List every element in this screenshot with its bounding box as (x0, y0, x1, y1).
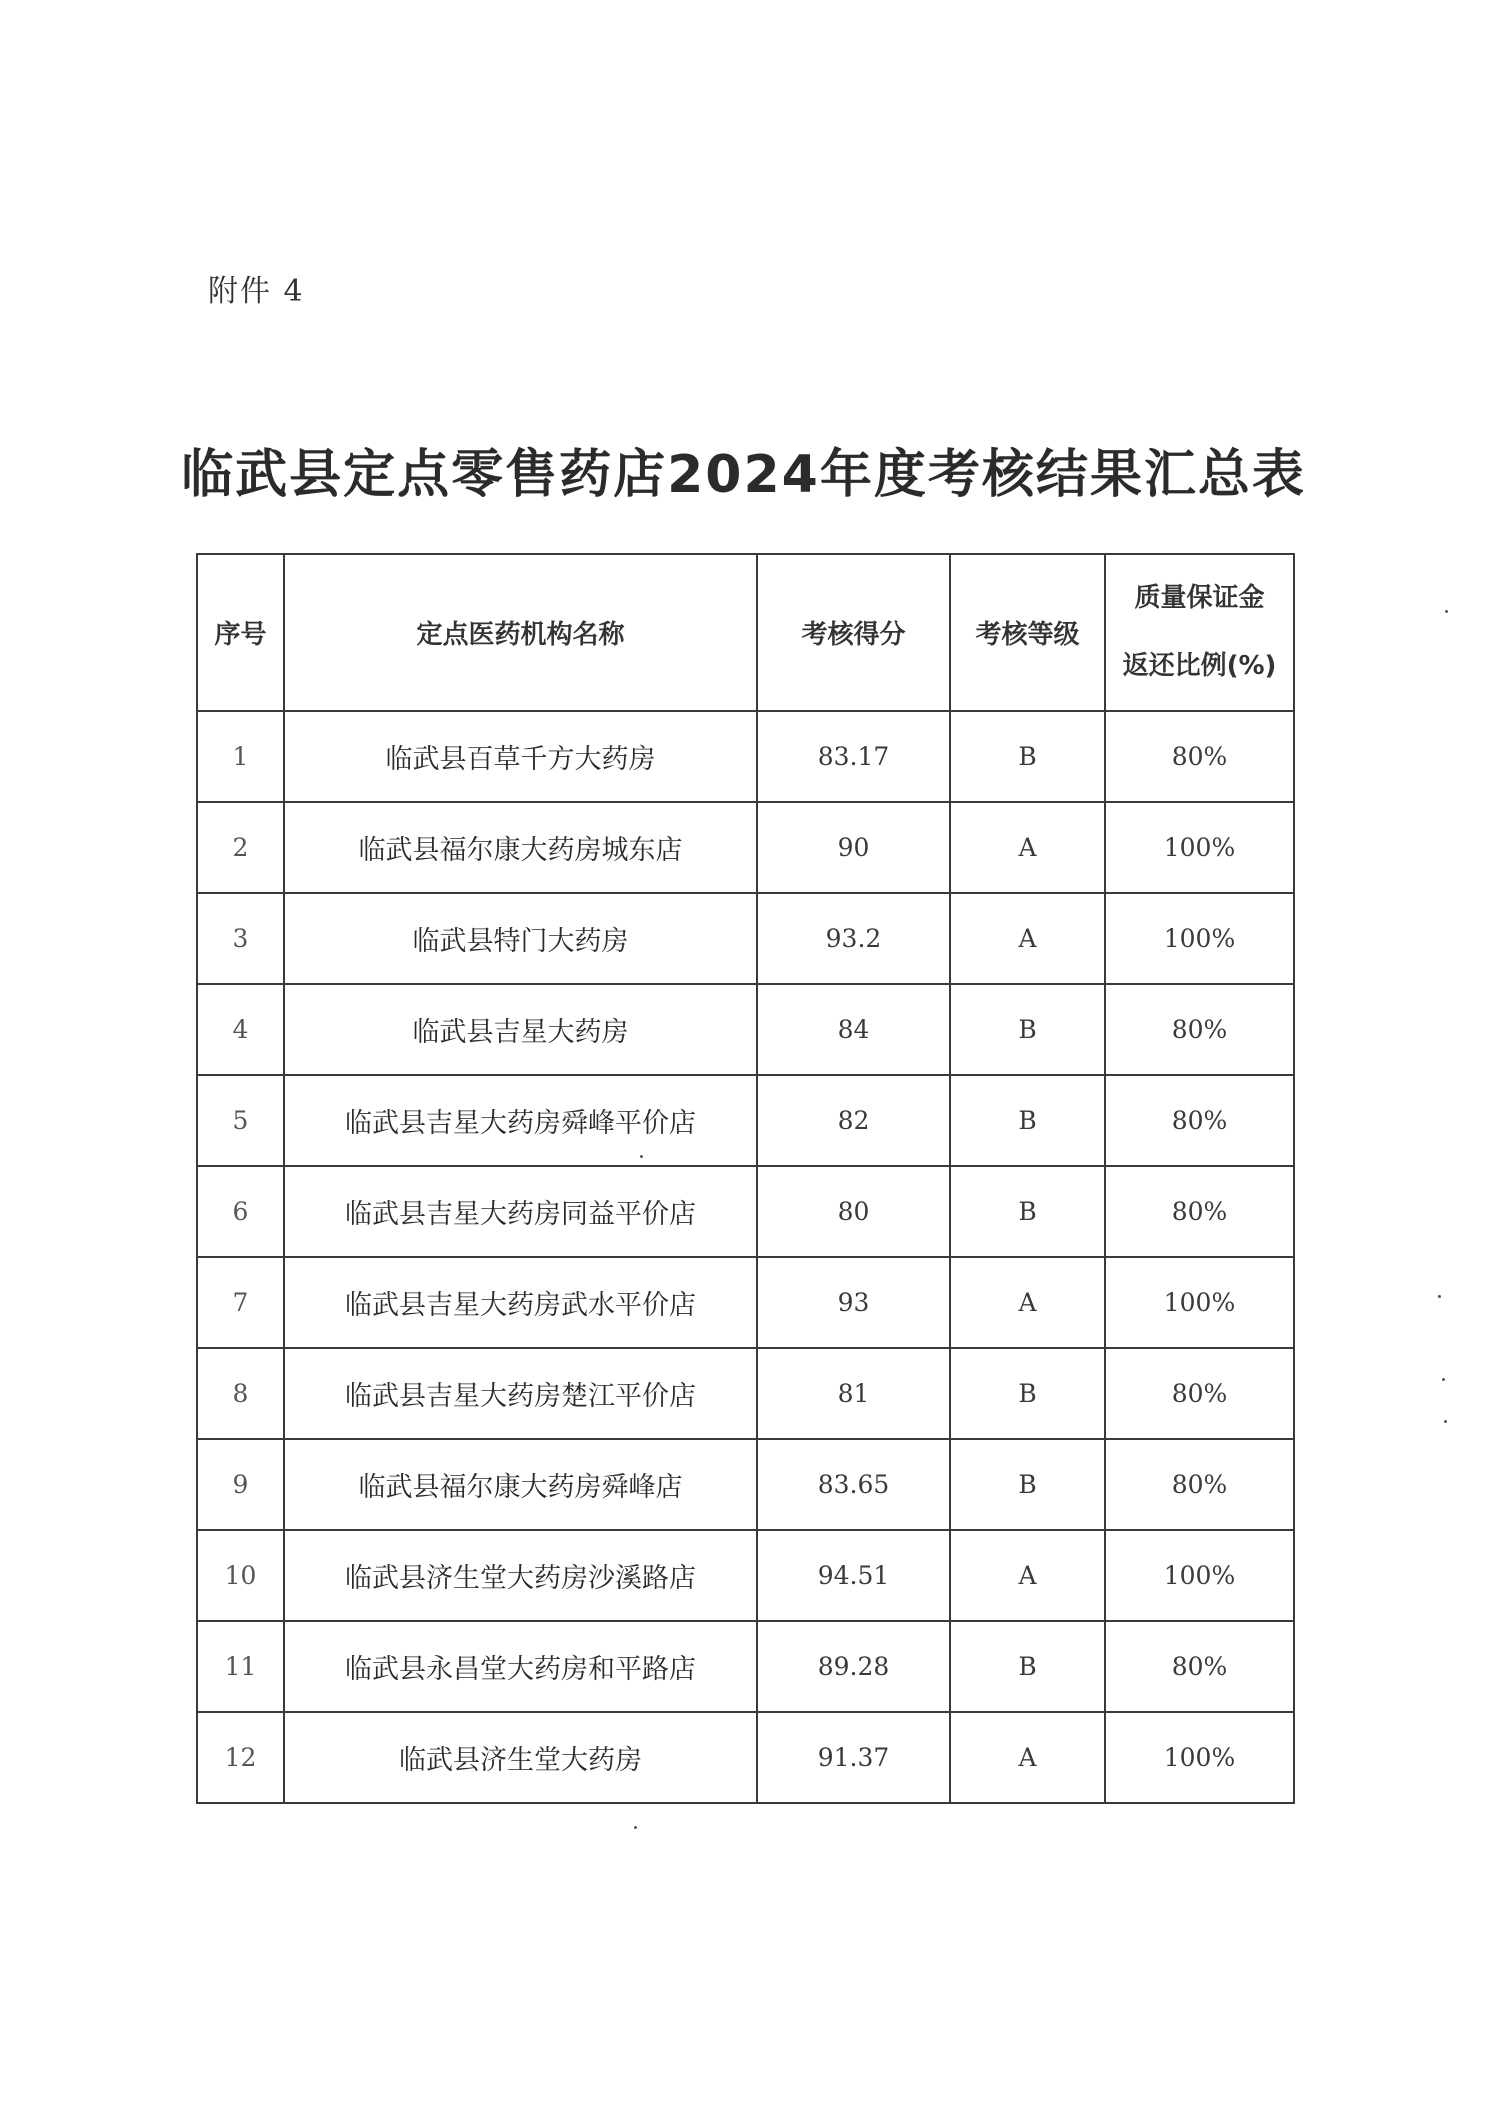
scan-speck (634, 1826, 637, 1829)
scan-speck (1444, 1420, 1447, 1423)
header-deposit-refund-ratio (1105, 554, 1294, 711)
row-score: 83.65 (757, 1439, 950, 1530)
row-refund-ratio: 80% (1105, 1348, 1294, 1439)
row-score: 93.2 (757, 893, 950, 984)
row-institution-name: 临武县吉星大药房 (284, 984, 757, 1075)
table-row (197, 1257, 1294, 1348)
row-institution-name: 临武县特门大药房 (284, 893, 757, 984)
scan-speck (640, 1155, 643, 1158)
table-header-row (197, 554, 1294, 711)
attachment-label: 附件 4 (208, 274, 305, 309)
row-institution-name: 临武县吉星大药房武水平价店 (284, 1257, 757, 1348)
row-index: 5 (197, 1075, 284, 1166)
table-body (197, 711, 1294, 1803)
row-score: 90 (757, 802, 950, 893)
row-refund-ratio: 100% (1105, 802, 1294, 893)
header-institution-name: 定点医药机构名称 (284, 554, 757, 711)
row-refund-ratio: 80% (1105, 1621, 1294, 1712)
row-institution-name: 临武县吉星大药房舜峰平价店 (284, 1075, 757, 1166)
row-grade: A (950, 1530, 1105, 1621)
assessment-results-table (196, 553, 1295, 1804)
row-grade: B (950, 1439, 1105, 1530)
row-grade: A (950, 1712, 1105, 1803)
row-refund-ratio: 100% (1105, 893, 1294, 984)
row-refund-ratio: 100% (1105, 1530, 1294, 1621)
row-index: 8 (197, 1348, 284, 1439)
row-score: 93 (757, 1257, 950, 1348)
row-institution-name: 临武县济生堂大药房 (284, 1712, 757, 1803)
row-score: 82 (757, 1075, 950, 1166)
page-title: 临武县定点零售药店2024年度考核结果汇总表 (181, 445, 1306, 505)
header-score: 考核得分 (757, 554, 950, 711)
row-index: 4 (197, 984, 284, 1075)
row-grade: A (950, 893, 1105, 984)
row-score: 81 (757, 1348, 950, 1439)
row-refund-ratio: 80% (1105, 1075, 1294, 1166)
row-grade: B (950, 1348, 1105, 1439)
row-refund-ratio: 80% (1105, 984, 1294, 1075)
table-row (197, 1712, 1294, 1803)
table-row (197, 1621, 1294, 1712)
row-refund-ratio: 100% (1105, 1257, 1294, 1348)
header-deposit-line1: 质量保证金 (1134, 583, 1265, 614)
row-refund-ratio: 80% (1105, 711, 1294, 802)
row-institution-name: 临武县福尔康大药房城东店 (284, 802, 757, 893)
row-institution-name: 临武县福尔康大药房舜峰店 (284, 1439, 757, 1530)
row-institution-name: 临武县济生堂大药房沙溪路店 (284, 1530, 757, 1621)
row-refund-ratio: 80% (1105, 1439, 1294, 1530)
row-score: 84 (757, 984, 950, 1075)
header-grade: 考核等级 (950, 554, 1105, 711)
row-institution-name: 临武县吉星大药房楚江平价店 (284, 1348, 757, 1439)
table-row (197, 1166, 1294, 1257)
row-grade: B (950, 711, 1105, 802)
table-row (197, 1439, 1294, 1530)
row-grade: A (950, 1257, 1105, 1348)
row-grade: B (950, 1166, 1105, 1257)
row-institution-name: 临武县永昌堂大药房和平路店 (284, 1621, 757, 1712)
row-index: 10 (197, 1530, 284, 1621)
row-grade: B (950, 1075, 1105, 1166)
row-index: 11 (197, 1621, 284, 1712)
row-index: 2 (197, 802, 284, 893)
row-institution-name: 临武县百草千方大药房 (284, 711, 757, 802)
row-score: 94.51 (757, 1530, 950, 1621)
table-row (197, 984, 1294, 1075)
table-row (197, 893, 1294, 984)
row-grade: A (950, 802, 1105, 893)
row-index: 3 (197, 893, 284, 984)
table-row (197, 802, 1294, 893)
table-row (197, 1348, 1294, 1439)
row-score: 83.17 (757, 711, 950, 802)
row-refund-ratio: 100% (1105, 1712, 1294, 1803)
row-grade: B (950, 1621, 1105, 1712)
row-institution-name: 临武县吉星大药房同益平价店 (284, 1166, 757, 1257)
header-deposit-line2: 返还比例(%) (1122, 650, 1277, 681)
row-score: 89.28 (757, 1621, 950, 1712)
table-row (197, 711, 1294, 802)
row-score: 91.37 (757, 1712, 950, 1803)
row-index: 1 (197, 711, 284, 802)
scan-speck (1438, 1295, 1441, 1298)
row-grade: B (950, 984, 1105, 1075)
row-refund-ratio: 80% (1105, 1166, 1294, 1257)
scan-speck (1442, 1378, 1445, 1381)
table-row (197, 1075, 1294, 1166)
table-row (197, 1530, 1294, 1621)
row-index: 7 (197, 1257, 284, 1348)
row-index: 12 (197, 1712, 284, 1803)
row-index: 6 (197, 1166, 284, 1257)
header-index: 序号 (197, 554, 284, 711)
row-score: 80 (757, 1166, 950, 1257)
row-index: 9 (197, 1439, 284, 1530)
scan-speck (1445, 610, 1448, 613)
